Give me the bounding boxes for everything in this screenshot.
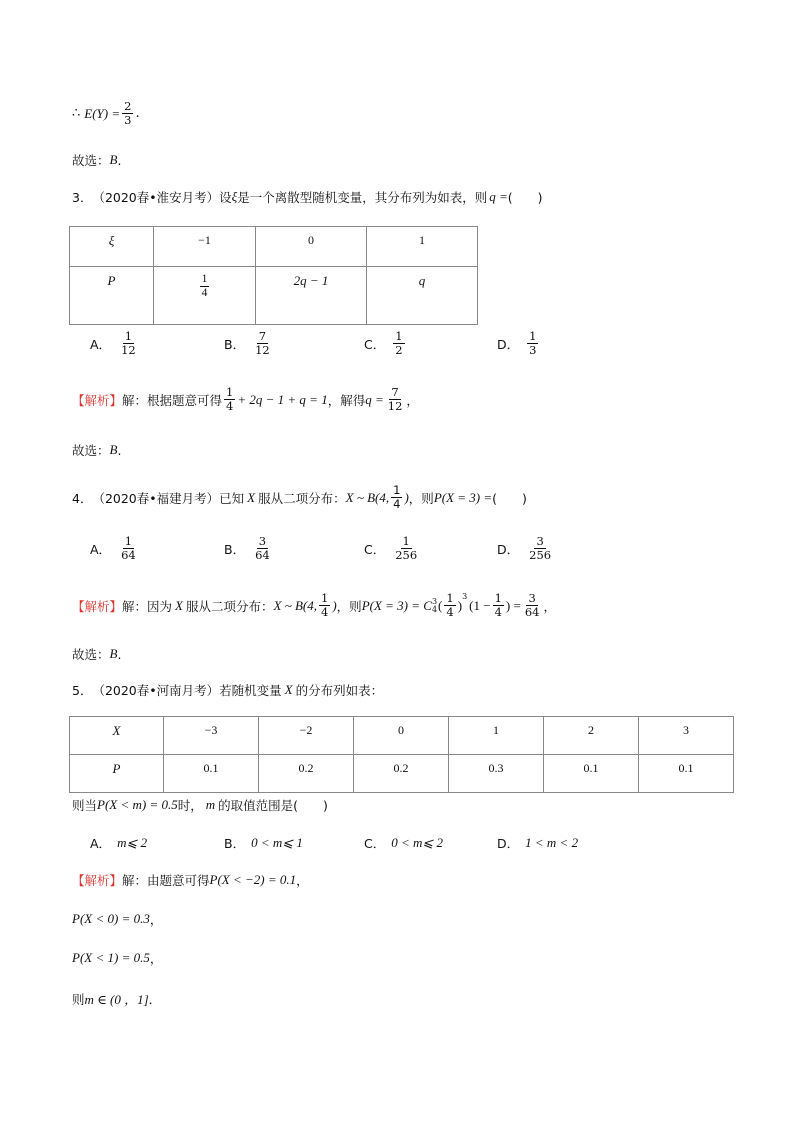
q3-quarter-den: 4: [201, 287, 208, 299]
q4-option-b-den: 64: [255, 548, 270, 562]
q3-analysis-text-a: 解：根据题意可得: [122, 392, 223, 408]
answer-choice: B: [109, 646, 118, 661]
q4-analysis-result-num: 3: [528, 591, 536, 605]
q4-analysis-dist-num: 1: [321, 591, 329, 605]
ey-frac-num: 2: [124, 99, 132, 113]
q3-text-a: 设: [219, 190, 232, 205]
q4-source: （2020春•福建月考）: [92, 490, 220, 506]
q4-analysis-result-den: 64: [524, 605, 540, 619]
answer-line-3: [72, 645, 121, 663]
q5-cell-p-neg2: 0.2: [259, 755, 354, 793]
q5-cell-x: X: [70, 717, 164, 755]
q5-cell-p-neg3: 0.1: [164, 755, 259, 793]
q3-option-c[interactable]: [364, 330, 407, 357]
q4-text-b: 服从二项分布：: [258, 490, 346, 506]
q3-paren: ( ): [507, 190, 543, 205]
q4-analysis-dist-den: 4: [321, 605, 329, 619]
q3-option-a[interactable]: [90, 330, 140, 357]
q3-analysis-tag: 【解析】: [72, 392, 123, 408]
q4-analysis-p1-fraction: [444, 592, 455, 619]
q3-option-b-num: 7: [258, 329, 267, 343]
q4-option-c[interactable]: [364, 535, 421, 562]
q3-option-a-label: A．: [90, 336, 112, 352]
q3-analysis-frac2-num: 7: [391, 385, 399, 399]
q4-paren: ( ): [492, 490, 527, 506]
q5-option-c-label: C．: [364, 836, 386, 851]
q5-stem-m: m: [205, 797, 216, 812]
q4-option-d-num: 3: [536, 534, 544, 548]
q4-analysis-dist-a: X ~ B(4,: [273, 597, 317, 613]
q3-analysis-q-eq: q =: [365, 391, 384, 407]
q4-analysis-p2-den: 4: [494, 605, 502, 619]
q5-option-c[interactable]: [364, 834, 443, 852]
q5-analysis-line4-a: 则: [72, 991, 85, 1007]
q5-cell-neg3: −3: [164, 717, 259, 755]
ey-fraction: [122, 100, 133, 127]
q3-table-row-values: [70, 227, 478, 267]
q4-dist-num: 1: [393, 483, 401, 497]
q4-analysis-text-a: 解：因为: [122, 598, 173, 614]
q5-distribution-table: [69, 716, 734, 793]
q3-option-b-fraction: [253, 330, 272, 357]
q3-analysis-expr: + 2q − 1 + q = 1: [237, 391, 328, 407]
q3-quarter-fraction: [200, 273, 210, 300]
q3-option-c-den: 2: [395, 343, 403, 357]
q5-cell-1: 1: [449, 717, 544, 755]
q3-number: 3．: [72, 190, 93, 205]
q4-option-d-fraction: [527, 535, 553, 562]
q3-option-b[interactable]: [224, 330, 274, 357]
q5-analysis-line2: P(X < 0) = 0.3: [72, 911, 150, 926]
q4-analysis-x: X: [175, 597, 183, 613]
ey-result-line: [72, 100, 140, 127]
q5-option-d-text: 1 < m < 2: [525, 835, 579, 850]
q3-option-c-fraction: [393, 330, 404, 357]
q5-text-a: 若随机变量: [219, 683, 282, 698]
q5-option-b-label: B．: [224, 836, 246, 851]
q5-x: X: [284, 682, 293, 697]
q4-analysis-p2-num: 1: [494, 591, 502, 605]
q3-option-d-label: D．: [497, 336, 520, 352]
q3-quarter-num: 1: [201, 273, 208, 285]
q4-analysis-dist-fraction: [319, 592, 330, 619]
answer-dot: .: [117, 442, 122, 458]
q5-stem: [72, 681, 383, 699]
q3-option-b-den: 12: [255, 343, 270, 357]
q5-cell-neg2: −2: [259, 717, 354, 755]
q4-x: X: [247, 489, 256, 505]
q4-analysis-comb-scripts: [432, 598, 437, 614]
q3-cell-0: 0: [256, 227, 367, 267]
q5-option-a[interactable]: [90, 834, 147, 852]
q3-analysis-frac1-num: 1: [226, 385, 234, 399]
answer-line-1: [72, 151, 121, 169]
q4-analysis-comb-sup: 3: [431, 596, 438, 606]
q4-analysis-text-b: 服从二项分布：: [185, 598, 274, 614]
q4-analysis-p1-num: 1: [446, 591, 454, 605]
q3-option-c-label: C．: [364, 336, 386, 352]
q5-cell-p-1: 0.3: [449, 755, 544, 793]
ey-expr: E(Y) =: [84, 105, 121, 121]
q4-option-a-label: A．: [90, 541, 112, 557]
q3-xi: ξ: [231, 189, 238, 204]
q5-cell-p: P: [70, 755, 164, 793]
ey-suffix: .: [135, 106, 140, 121]
q5-stem-paren: ( ): [293, 798, 328, 813]
q4-analysis: [72, 592, 556, 619]
q4-option-c-num: 1: [402, 534, 410, 548]
q4-analysis-p1-open: (: [438, 597, 443, 613]
q5-option-a-text: m⩽ 2: [117, 835, 148, 850]
q5-cell-0: 0: [354, 717, 449, 755]
q3-cell-p: P: [70, 267, 154, 325]
q3-cell-q: q: [367, 267, 478, 325]
q3-table-row-probs: [70, 267, 478, 325]
q5-option-a-label: A．: [90, 836, 112, 851]
q3-analysis-frac1: [224, 386, 235, 413]
q4-analysis-comb-sub: 4: [431, 604, 438, 614]
q4-option-c-fraction: [393, 535, 419, 562]
q5-option-b[interactable]: [224, 834, 303, 852]
answer-label: 故选：: [72, 443, 110, 458]
q3-option-d-den: 3: [529, 343, 537, 357]
q3-cell-2q-1: 2q − 1: [256, 267, 367, 325]
q5-analysis-line4-expr: m ∈ (0 ，1]: [84, 992, 149, 1007]
q4-prob: P(X = 3) =: [433, 489, 493, 505]
q4-dist-fraction: [391, 484, 402, 511]
q5-analysis: [72, 871, 309, 889]
q3-analysis-frac2-den: 12: [387, 399, 403, 413]
q5-analysis-line2-row: [72, 910, 162, 928]
q4-option-b-num: 3: [258, 534, 267, 548]
q3-option-a-fraction: [119, 330, 138, 357]
q5-analysis-line4-end: ．: [148, 991, 162, 1007]
q3-option-a-num: 1: [124, 329, 133, 343]
q4-analysis-text-c: ，则: [336, 598, 362, 614]
q4-option-a[interactable]: [90, 535, 140, 562]
q4-option-c-label: C．: [364, 541, 386, 557]
q5-number: 5．: [72, 683, 93, 698]
q3-q-eq: q =: [489, 189, 508, 204]
ey-frac-den: 3: [124, 113, 132, 127]
q5-analysis-line3-row: [72, 949, 162, 967]
q4-number: 4．: [72, 490, 93, 506]
q4-option-b-fraction: [253, 535, 272, 562]
q4-analysis-p1-den: 4: [446, 605, 454, 619]
q4-analysis-mid: (1 −: [469, 597, 491, 613]
q5-stem-c: 的取值范围是: [218, 798, 294, 813]
q4-dist-b: ): [404, 489, 409, 505]
q5-option-c-text: 0 < m⩽ 2: [391, 835, 444, 850]
q5-source: （2020春•河南月考）: [92, 683, 220, 698]
q3-analysis: [72, 386, 419, 413]
q3-option-b-label: B．: [224, 336, 246, 352]
q4-analysis-dist-b: ): [332, 597, 337, 613]
q4-option-a-num: 1: [124, 534, 133, 548]
q4-analysis-tag: 【解析】: [72, 598, 123, 614]
q5-option-d[interactable]: [497, 834, 578, 852]
q5-analysis-text-a: 解：由题意可得: [122, 873, 210, 888]
q5-analysis-line2-end: ，: [149, 912, 163, 927]
q4-option-b-label: B．: [224, 541, 246, 557]
q5-cell-3: 3: [639, 717, 734, 755]
q5-option-b-text: 0 < m⩽ 1: [251, 835, 303, 850]
q3-option-a-den: 12: [121, 343, 136, 357]
q5-table-row-probs: [70, 755, 734, 793]
q4-option-a-den: 64: [121, 548, 136, 562]
q4-text-c: ，则: [408, 490, 434, 506]
q4-dist-a: X ~ B(4,: [345, 489, 390, 505]
answer-choice: B: [109, 442, 118, 457]
q5-table-row-values: [70, 717, 734, 755]
q3-distribution-table: [69, 226, 478, 325]
q3-option-d-fraction: [527, 330, 538, 357]
q3-analysis-frac1-den: 4: [226, 399, 234, 413]
q4-analysis-p2-close: ) =: [505, 597, 521, 613]
q3-option-d[interactable]: [497, 330, 540, 357]
q5-analysis-line1: P(X < −2) = 0.1: [209, 872, 297, 887]
q5-analysis-line3: P(X < 1) = 0.5: [72, 950, 150, 965]
answer-dot: .: [117, 646, 122, 662]
q5-cell-2: 2: [544, 717, 639, 755]
q3-stem: [72, 188, 543, 206]
q3-analysis-text-b: ，解得: [327, 392, 366, 408]
q3-option-c-num: 1: [395, 329, 403, 343]
q5-analysis-line1-end: ，: [296, 873, 309, 888]
q4-option-d-label: D．: [497, 541, 520, 557]
answer-choice: B: [109, 152, 118, 167]
q4-option-b[interactable]: [224, 535, 274, 562]
q3-cell-neg1: −1: [154, 227, 256, 267]
q4-analysis-p1-close: ): [457, 597, 463, 613]
q4-analysis-result-fraction: [523, 592, 542, 619]
q3-cell-quarter: [154, 267, 256, 325]
answer-dot: .: [117, 152, 122, 168]
q5-cell-p-3: 0.1: [639, 755, 734, 793]
answer-line-2: [72, 441, 121, 459]
q4-text-a: 已知: [219, 490, 245, 506]
q4-option-a-fraction: [119, 535, 138, 562]
q4-option-d[interactable]: [497, 535, 555, 562]
q4-analysis-end: ，: [543, 598, 556, 614]
q3-cell-1: 1: [367, 227, 478, 267]
answer-label: 故选：: [72, 153, 110, 168]
therefore-symbol: ∴: [72, 106, 81, 121]
q5-stem-prob: P(X < m) = 0.5: [97, 797, 178, 812]
q3-option-d-num: 1: [529, 329, 537, 343]
q3-text-b: 是一个离散型随机变量，其分布列为如表，则: [237, 190, 488, 205]
q5-text-b: 的分布列如表：: [295, 683, 384, 698]
q4-option-c-den: 256: [395, 548, 418, 562]
q4-analysis-prob: P(X = 3) = C: [361, 597, 432, 613]
q4-analysis-p1-exp: 3: [462, 592, 468, 601]
q5-stem-a: 则当: [72, 798, 98, 813]
q5-cell-p-0: 0.2: [354, 755, 449, 793]
q4-analysis-p2-fraction: [493, 592, 504, 619]
q5-question: [72, 796, 328, 814]
q3-analysis-frac2: [386, 386, 405, 413]
q4-stem: [72, 484, 527, 511]
q5-cell-p-2: 0.1: [544, 755, 639, 793]
q5-analysis-tag: 【解析】: [72, 873, 123, 888]
answer-label: 故选：: [72, 647, 110, 662]
q4-dist-den: 4: [393, 497, 401, 511]
q5-stem-b: 时，: [177, 798, 203, 813]
q5-analysis-line3-end: ，: [149, 951, 163, 966]
q5-analysis-line4-row: [72, 989, 161, 1008]
q5-option-d-label: D．: [497, 836, 520, 851]
q4-option-d-den: 256: [529, 548, 552, 562]
q3-source: （2020春•淮安月考）: [92, 190, 220, 205]
q3-cell-xi: ξ: [70, 227, 154, 267]
q3-analysis-end: ，: [406, 392, 419, 408]
